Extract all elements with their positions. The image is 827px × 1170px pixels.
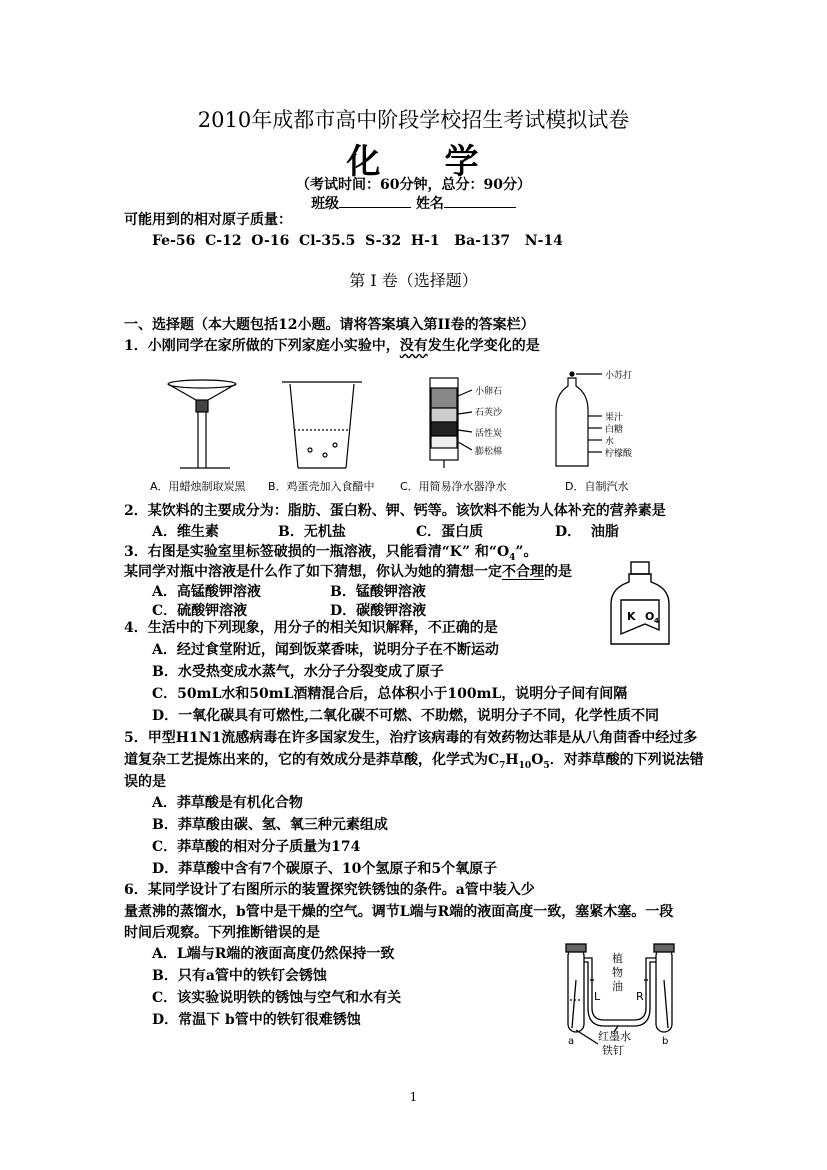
q2-stem: 2．某饮料的主要成分为：脂肪、蛋白粉、钾、钙等。该饮料不能为人体补充的营养素是 [124,503,666,519]
atomic-mass-values: Fe-56 C-12 O-16 Cl-35.5 S-32 H-1 Ba-137 N-14 [152,233,563,249]
q3-option-b: B．锰酸钾溶液 [330,584,426,600]
q1-stem-emphasis: 没有 [399,338,428,354]
q5-sub-o: 5 [543,760,550,771]
q1-figures [140,370,700,470]
soda-bottle-figure [556,372,602,466]
atomic-mass-label: 可能用到的相对原子质量： [124,212,292,228]
q1-caption-a: A．用蜡烛制取炭黑 [150,480,246,493]
q3-option-a: A．高锰酸钾溶液 [152,584,261,600]
candle-figure [168,380,236,468]
bottle-label-5: 柠檬酸 [605,449,633,459]
q5-sub-h: 10 [518,760,532,771]
q6-option-b: B．只有a管中的铁钉会锈蚀 [152,968,327,984]
q3-option-c: C．硫酸钾溶液 [152,603,248,619]
q3-stem-2-emphasis: 不合理 [502,564,544,580]
q3-stem-2c: 的是 [544,564,572,580]
bottle-label-3: 白糖 [605,425,624,435]
bottle-label-4: 水 [605,437,615,447]
q1-caption-c: C．用简易净水器净水 [400,480,507,493]
exam-title: 2010年成都市高中阶段学校招生考试模拟试卷 [197,108,630,132]
class-blank[interactable] [339,195,411,208]
filter-label-4: 膨松棉 [475,447,503,457]
q3-stem-2 [124,562,572,583]
q1-stem-a: 1．小刚同学在家所做的下列家庭小实验中， [124,338,400,354]
oil-label-2: 物 [612,966,623,979]
q5-h: H [505,752,519,768]
q3-stem-1-text: 3．右图是实验室里标签破损的一瓶溶液，只能看清“K” 和“O [124,544,510,560]
q6-option-a: A．L端与R端的液面高度仍然保持一致 [152,946,395,962]
q2-option-a: A．维生素 [152,524,219,540]
section-title: 第 I 卷（选择题） [349,271,478,290]
filter-figure [430,378,472,468]
tube-b-label: b [662,1036,669,1047]
q1-caption-b: B．鸡蛋壳加入食醋中 [268,480,375,493]
q5-o: O [531,752,544,768]
label-left-l: L [594,990,601,1003]
q6-line-3: 时间后观察。下列推断错误的是 [124,925,320,941]
q1-stem-c: 发生化学变化的是 [427,338,540,354]
q1-stem [124,336,540,357]
filter-label-2: 石英沙 [475,408,503,418]
ink-label: 红墨水 [598,1030,631,1043]
reagent-bottle-figure [605,560,675,650]
name-label: 姓名 [415,196,444,212]
q4-option-a: A．经过食堂附近，闻到饭菜香味，说明分子在不断运动 [152,642,499,658]
q4-option-d: D．一氧化碳具有可燃性,二氧化碳不可燃、不助燃，说明分子不同，化学性质不同 [152,708,660,724]
q3-stem-1-sub: 4 [509,552,516,563]
q5-line-2b: ．对莽草酸的下列说法错 [549,752,704,768]
filter-label-1: 小卵石 [475,387,503,397]
q2-option-b: B．无机盐 [278,524,346,540]
q5-line-3: 误的是 [124,774,166,790]
q2-option-d: D． 油脂 [555,524,619,540]
q5-line-1: 5．甲型H1N1流感病毒在许多国家发生，治疗该病毒的有效药物达菲是从八角茴香中经过多 [124,730,698,746]
q4-stem: 4．生活中的下列现象，用分子的相关知识解释，不正确的是 [124,620,498,636]
beaker-figure [282,382,362,468]
q5-option-d: D．莽草酸中含有7个碳原子、10个氢原子和5个氧原子 [152,861,498,877]
class-label: 班级 [311,196,340,212]
q1-caption-d: D．自制汽水 [565,480,629,493]
part-heading: 一、选择题（本大题包括12小题。请将答案填入第II卷的答案栏） [124,317,535,333]
subject-char-2: 学 [444,142,481,182]
rust-u-tube-figure [558,940,708,1055]
filter-label-3: 活性炭 [475,429,503,439]
q5-option-a: A．莽草酸是有机化合物 [152,795,303,811]
bottle-label-o: O [645,610,655,623]
q5-line-2a: 道复杂工艺提炼出来的，它的有效成分是莽草酸，化学式为C [124,752,500,768]
q4-option-b: B．水受热变成水蒸气，水分子分裂变成了原子 [152,664,444,680]
q2-option-c: C．蛋白质 [416,524,484,540]
q6-option-d: D．常温下 b管中的铁钉很难锈蚀 [152,1012,361,1028]
oil-label-3: 油 [612,980,623,993]
q6-line-1: 6．某同学设计了右图所示的装置探究铁锈蚀的条件。a管中装入少 [124,882,535,898]
subject-char-1: 化 [346,142,383,182]
bottle-label-1: 小苏打 [605,371,633,381]
q3-stem-1-end: ”。 [515,544,538,560]
bottle-label-2: 果汁 [605,413,624,423]
nail-label: 铁钉 [602,1044,624,1055]
q3-option-d: D．碳酸钾溶液 [330,603,427,619]
q6-line-2: 量煮沸的蒸馏水，b管中是干燥的空气。调节L端与R端的液面高度一致，塞紧木塞。一段 [124,904,674,920]
q5-option-b: B．莽草酸由碳、氢、氧三种元素组成 [152,817,388,833]
label-right-r: R [636,990,644,1003]
page-number: 1 [409,1090,418,1104]
exam-info: （考试时间：60分钟，总分：90分） [296,177,531,193]
q6-option-c: C．该实验说明铁的锈蚀与空气和水有关 [152,990,402,1006]
name-blank[interactable] [444,195,516,208]
q5-line-2 [124,750,704,777]
q5-option-c: C．莽草酸的相对分子质量为174 [152,839,361,855]
oil-label-1: 植 [612,952,623,965]
q3-stem-2a: 某同学对瓶中溶液是什么作了如下猜想，你认为她的猜想一定 [124,564,502,580]
q5-sub-c: 7 [499,760,506,771]
tube-a-label: a [568,1036,575,1047]
bottle-label-o-sub: 4 [654,617,659,625]
bottle-label-k: K [627,610,636,623]
q4-option-c: C．50mL水和50mL酒精混合后，总体积小于100mL，说明分子间有间隔 [152,686,628,702]
